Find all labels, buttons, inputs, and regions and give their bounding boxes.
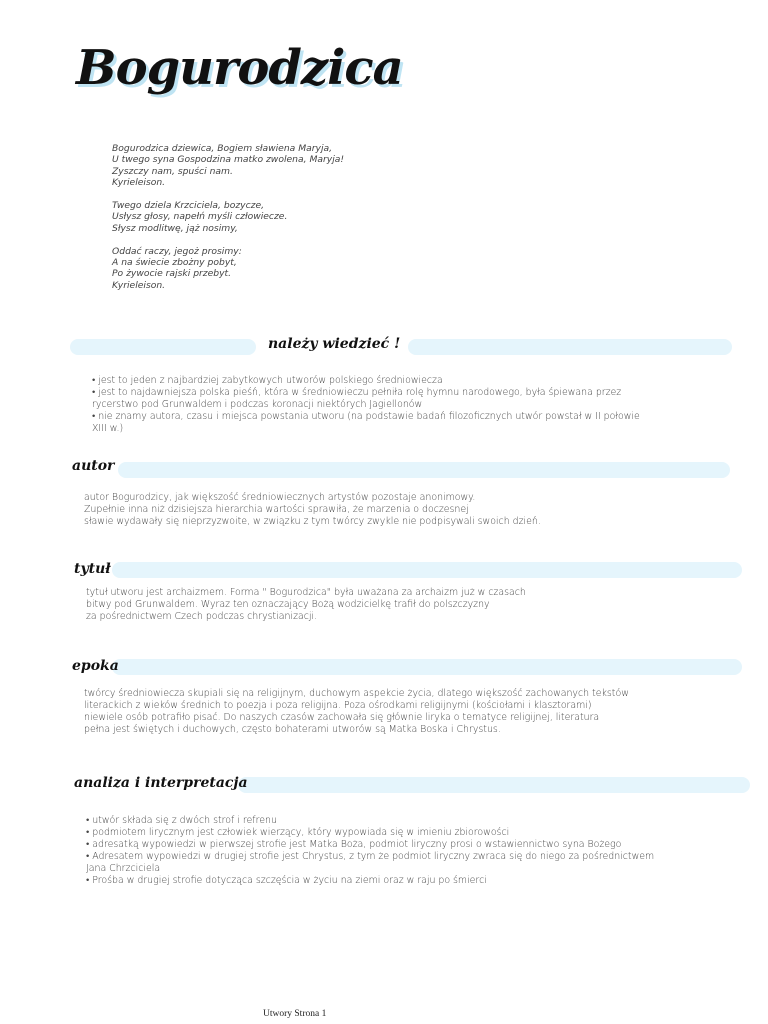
text-line: rycerstwo pod Grunwaldem i podczas koronacji niektórych Jagiellonów bbox=[92, 398, 423, 410]
poem-line: Zyszczy nam, spuści nam. bbox=[112, 165, 233, 177]
poem-stanza-2 bbox=[112, 200, 344, 234]
poem-line: Usłysz głosy, napełń myśli człowiecze. bbox=[112, 211, 288, 223]
text-line: literackich z wieków średnich to poezja i poza religijna. Poza ośrodkami religijnymi (kościołami i klasztorami) bbox=[84, 699, 592, 711]
poem-stanza-1 bbox=[112, 143, 344, 189]
section-body-epoka bbox=[84, 688, 629, 736]
page-title: Bogurodzica bbox=[76, 40, 403, 96]
poem-line: Kyrieleison. bbox=[112, 177, 166, 189]
text-line: niewiele osób potrafiło pisać. Do naszych czasów zachowała się głównie liryka o tematyce religijnej, literatura bbox=[84, 711, 600, 723]
poem-stanza-3 bbox=[112, 246, 344, 292]
text-line: pełna jest świętych i duchowych, często bohaterami utworów są Matka Boska i Chrystus. bbox=[84, 723, 501, 735]
text-line: XIII w.) bbox=[92, 422, 124, 434]
heading-band bbox=[112, 659, 742, 675]
text-line: • nie znamy autora, czasu i miejsca powstania utworu (na podstawie badań filozoficznych utwór powstał w II połowie bbox=[92, 410, 640, 422]
heading-band bbox=[112, 562, 742, 578]
page-footer: Utwory Strona 1 bbox=[263, 1009, 327, 1019]
poem-line: Słysz modlitwę, jąż nosimy, bbox=[112, 222, 238, 234]
heading-band bbox=[238, 777, 750, 793]
section-heading-analiza: analiza i interpretacja bbox=[74, 775, 248, 791]
text-line: • jest to najdawniejsza polska pieśń, która w średniowieczu pełniła rolę hymnu narodowego, była śpiewana przez bbox=[92, 386, 622, 398]
poem-line: Kyrieleison. bbox=[112, 279, 166, 291]
section-heading-nalezy: należy wiedzieć ! bbox=[268, 336, 401, 352]
text-line: za pośrednictwem Czech podczas chrystianizacji. bbox=[86, 610, 318, 622]
section-heading-epoka: epoka bbox=[72, 658, 119, 674]
section-body-analiza bbox=[86, 815, 654, 886]
text-line: Zupełnie inna niż dzisiejsza hierarchia wartości sprawiła, że marzenia o doczesnej bbox=[84, 503, 469, 515]
text-line: • utwór składa się z dwóch strof i refrenu bbox=[86, 815, 277, 826]
poem-line: Twego dziela Krzciciela, bozycze, bbox=[112, 200, 265, 212]
heading-band-left bbox=[70, 339, 256, 355]
section-body-tytul bbox=[86, 587, 526, 623]
text-line: • jest to jeden z najbardziej zabytkowych utworów polskiego średniowiecza bbox=[92, 375, 443, 386]
text-line: sławie wydawały się nieprzyzwoite, w związku z tym twórcy zwykle nie podpisywali swoich dzień. bbox=[84, 515, 541, 527]
text-line: • Adresatem wypowiedzi w drugiej strofie jest Chrystus, z tym że podmiot liryczny zwraca się do niego za pośrednictwem bbox=[86, 850, 655, 862]
text-line: • podmiotem lirycznym jest człowiek wierzący, który wypowiada się w imieniu zbiorowości bbox=[86, 826, 510, 838]
poem-line: Bogurodzica dziewica, Bogiem sławiena Maryja, bbox=[112, 143, 333, 154]
text-line: Jana Chrzciciela bbox=[86, 862, 161, 874]
poem-line: Po żywocie rajski przebyt. bbox=[112, 268, 232, 280]
text-line: twórcy średniowiecza skupiali się na religijnym, duchowym aspekcie życia, dlatego większość zachowanych tekstów bbox=[84, 688, 629, 699]
heading-band-right bbox=[408, 339, 732, 355]
text-line: bitwy pod Grunwaldem. Wyraz ten oznaczający Bożą wodzicielkę trafił do polszczyzny bbox=[86, 598, 490, 610]
section-heading-tytul: tytuł bbox=[74, 561, 111, 577]
text-line: tytuł utworu jest archaizmem. Forma " Bogurodzica" była uważana za archaizm już w czasach bbox=[86, 587, 526, 598]
section-body-autor bbox=[84, 492, 541, 528]
text-line: autor Bogurodzicy, jak większość średniowiecznych artystów pozostaje anonimowy. bbox=[84, 492, 476, 503]
poem-line: A na świecie zbożny pobyt, bbox=[112, 257, 237, 269]
section-heading-autor: autor bbox=[72, 458, 115, 474]
poem bbox=[112, 143, 344, 303]
poem-line: Oddać raczy, jegoż prosimy: bbox=[112, 245, 242, 257]
poem-line: U twego syna Gospodzina matko zwolena, Maryja! bbox=[112, 154, 345, 166]
text-line: • adresatką wypowiedzi w pierwszej strofie jest Matka Boża, podmiot liryczny prosi o wstawiennictwo syna Bożego bbox=[86, 838, 622, 850]
section-body-nalezy bbox=[92, 375, 640, 435]
heading-band bbox=[118, 462, 730, 478]
text-line: • Prośba w drugiej strofie dotycząca szczęścia w życiu na ziemi oraz w raju po śmierci bbox=[86, 874, 487, 886]
